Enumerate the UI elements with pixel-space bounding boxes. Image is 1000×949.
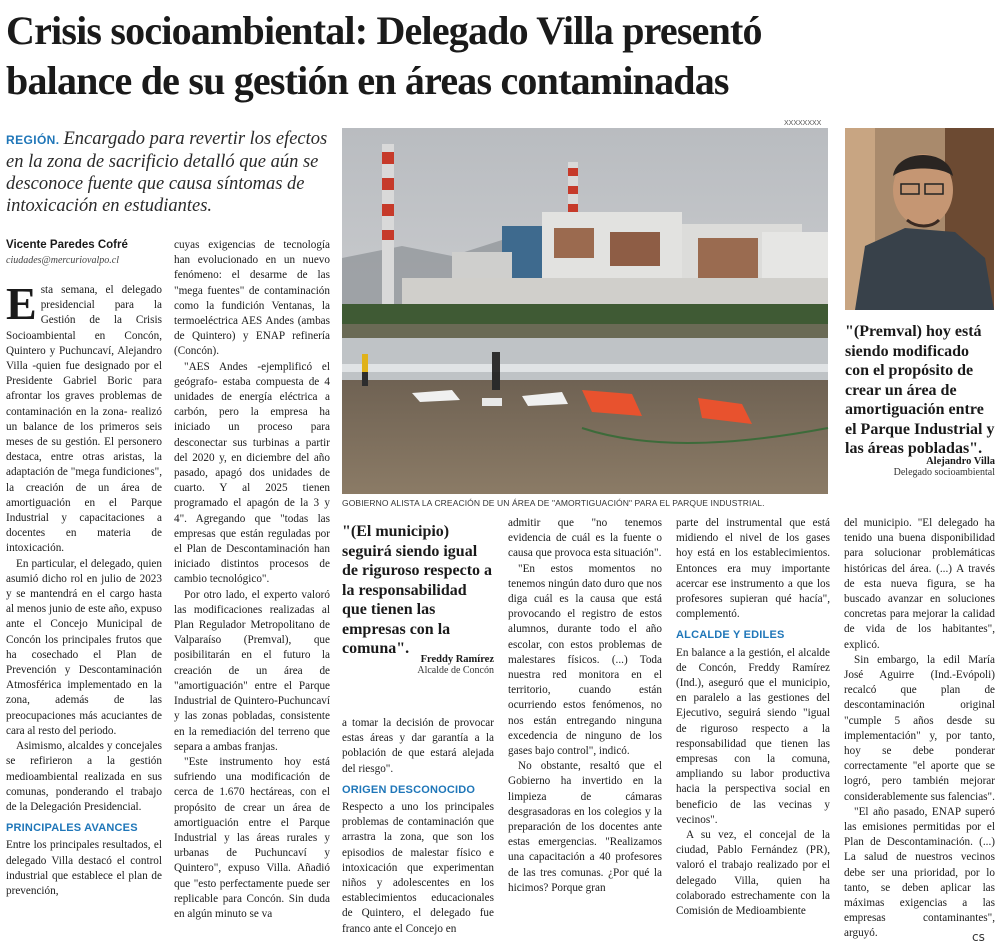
quote-role: Delegado socioambiental	[893, 467, 995, 478]
paragraph: Por otro lado, el experto valoró las modificaciones realizadas al Plan Regulador Metropolitano de Valparaíso (Premval), que posibilitarán en el futuro la creación de un área de "amortiguación" entre el Parque Industrial de Quintero-Puchuncaví y las zonas pobladas, consistente en la remediación del terreno que separa a ambas franjas.	[174, 588, 330, 753]
quote-role: Alcalde de Concón	[417, 665, 494, 676]
portrait-photo	[845, 128, 994, 310]
paragraph: En balance a la gestión, el alcalde de Concón, Freddy Ramírez (Ind.), aseguró que el municipio, en paralelo a las gestiones del Ejecutivo, seguirá siendo "igual de riguroso respecto a la responsabilidad que tienen las empresas con la comuna, ampliando su labor productiva hacia la perspectiva social en beneficio de las vecinas y vecinos".	[676, 646, 830, 826]
paragraph: En particular, el delegado, quien asumió dicho rol en julio de 2023 y se mantendrá en el cargo hasta al menos junio de este año, expuso ante el Concejo Municipal de Concón los principales frutos que ha cosechado el Plan de Prevención y Descontaminación Atmosférica implementado en la zona, además de las preocupaciones más acuciantes de cara al resto del periodo.	[6, 557, 162, 737]
article-column-5	[676, 516, 830, 945]
paragraph: Esta semana, el delegado presidencial para la Gestión de la Crisis Socioambiental en Concón, Quintero y Puchuncaví, Alejandro Villa -quien fue designado por el Presidente Gabriel Boric para afrontar los graves problemas de contaminación en la zona- realizó un balance de los primeros seis meses de su gestión. El personero destaca, entre otras aristas, la adaptación de "mega fundiciones", la creación de un área de amortiguación en el Parque Industrial y capacitaciones a docentes en materia de intoxicación.	[6, 278, 162, 555]
lead-text: Encargado para revertir los efectos en la zona de sacrificio detalló que aún se desconoce fuente que causa síntomas de intoxicación en estudiantes.	[6, 129, 328, 216]
article-column-3	[342, 716, 494, 945]
author-initials: cs	[972, 930, 985, 944]
paragraph: A su vez, el concejal de la ciudad, Pablo Fernández (PR), valoró el trabajo realizado por el delegado Villa, quien ha colaborado estrechamente con la Comisión de Medioambiente	[676, 829, 830, 918]
photo-code: XXXXXXXX	[784, 120, 822, 127]
quote-author: Freddy Ramírez	[420, 654, 494, 665]
pull-quote-ramirez: "(El municipio) seguirá siendo igual de riguroso respecto a la responsabilidad que tienen las empresas con la comuna".	[342, 523, 493, 657]
article-column-2	[174, 238, 330, 945]
subheading-alcalde-y-ediles: ALCALDE Y EDILES	[676, 629, 785, 642]
paragraph: del municipio. "El delegado ha tenido una buena disponibilidad para solucionar problemáticas históricas del área. (...) A través de esta nueva figura, se ha buscado avanzar en soluciones concretas para mejorar la calidad de vida de los habitantes", explicó.	[844, 517, 995, 651]
paragraph: "AES Andes -ejemplificó el geógrafo- estaba compuesta de 4 unidades de energía eléctrica a carbón, pero la empresa ha iniciado un proceso para desconectar sus turbinas a partir del 2020 y, en diciembre del año pasado, apagó dos unidades de cuarto. Y al 2025 tienen programado el apagón de la 3 y 4". Agregando que "todas las empresas que están reguladas por el Plan de Descontaminación han iniciado distintos procesos de cambio tecnológico".	[174, 360, 330, 586]
paragraph: Entre los principales resultados, el delegado Villa destacó el control industrial que establece el plan de prevención,	[6, 839, 162, 897]
photo-caption: GOBIERNO ALISTA LA CREACIÓN DE UN ÁREA DE "AMORTIGUACIÓN" PARA EL PARQUE INDUSTRIAL.	[342, 498, 765, 508]
paragraph: a tomar la decisión de provocar estas áreas y dar garantía a la población de que estará alejada del riesgo".	[342, 717, 494, 775]
subheading-origen-desconocido: ORIGEN DESCONOCIDO	[342, 783, 476, 796]
paragraph: "En estos momentos no tenemos ningún dato duro que nos diga cuál es la causa que está provocando el registro de estos alumnos, durante todo el año escolar, con estos problemas de malestares físicos. (...) Toda nuestra red monitora en el territorio, cuando están ocurriendo estos fenómenos, no nos están entregando ninguna excedencia de ninguno de los gases bajo control", indicó.	[508, 562, 662, 758]
article-column-1	[6, 278, 162, 945]
quote-author: Alejandro Villa	[926, 456, 995, 467]
pull-quote-ramirez-attribution	[342, 654, 494, 676]
article-column-4	[508, 516, 662, 945]
pull-quote-villa-attribution	[845, 456, 995, 478]
paragraph: "Este instrumento hoy está sufriendo una modificación de cerca de 1.670 hectáreas, con el propósito de crear un área de amortiguación entre el Parque Industrial y las áreas rurales y urbanas de Puchuncaví y Quintero", expuso Villa. Añadió que "esto perfectamente puede ser replicable para Concón. Sin duda en algún minuto se va	[174, 755, 330, 920]
paragraph: admitir que "no tenemos evidencia de cuál es la fuente o causa que provoca esta situación".	[508, 517, 662, 560]
subheading-principales-avances: PRINCIPALES AVANCES	[6, 822, 138, 835]
drop-cap: E	[6, 278, 37, 329]
paragraph: Sin embargo, la edil María José Aguirre (Ind.-Evópoli) recalcó que plan de descontaminación original "cumple 5 años desde su implementación" y, por tanto, hoy se debe ponderar correctamente "el aporte que se logró, pero también mejorar considerablemente sus falencias".	[844, 653, 995, 803]
portrait-image	[845, 128, 994, 310]
lead-paragraph	[6, 128, 328, 217]
paragraph: No obstante, resaltó que el Gobierno ha invertido en la limpieza de cámaras desgrasadoras en los colegios y la preparación de los docentes ante estas emergencias. "Realizamos una capacitación a 40 profesores de las tres comunas. ¿Por qué la hicimos? Porque gran	[508, 760, 662, 894]
paragraph: parte del instrumental que está midiendo el nivel de los gases hoy está en los establecimientos. Entonces era muy importante acercar ese instrumento a que los profesores supieran qué hacía", complementó.	[676, 517, 830, 621]
paragraph: cuyas exigencias de tecnología han evolucionado en un nuevo fenómeno: el desarme de las "mega fuentes" de contaminación como la fundición Ventanas, la termoeléctrica AES Andes (ambas de Quintero) y ENAP refinería (Concón).	[174, 239, 330, 358]
paragraph: Asimismo, alcaldes y concejales se refirieron a la gestión medioambiental realizada en sus comunas, ponderando el trabajo de la Delegación Presidencial.	[6, 740, 162, 813]
author-email: ciudades@mercuriovalpo.cl	[6, 255, 119, 266]
headline-line-1: Crisis socioambiental: Delegado Villa presentó	[6, 8, 762, 53]
section-tag: REGIÓN.	[6, 133, 60, 147]
paragraph: Respecto a uno los principales problemas de contaminación que arrastra la zona, que son los episodios de malestar físico e intoxicación que experimentan niños y adolescentes en los establecimientos educacionales de Quintero, el delegado fue franco ante el Concejo en	[342, 801, 494, 935]
paragraph: "El año pasado, ENAP superó las emisiones permitidas por el Plan de Descontaminación. (...) La salud de nuestros vecinos debe ser una prioridad, por lo tanto, se deben aplicar las máximas exigencias a las empresas contaminantes", arguyó.	[844, 805, 995, 940]
byline	[6, 238, 166, 267]
pull-quote-villa: "(Premval) hoy está siendo modificado con el propósito de crear un área de amortiguación entre el Parque Industrial y las áreas pobladas".	[845, 323, 995, 457]
headline-line-2: balance de su gestión en áreas contaminadas	[6, 58, 729, 103]
industrial-beach-photo	[342, 128, 828, 494]
headline	[6, 6, 996, 106]
main-photo	[342, 128, 828, 494]
author-name: Vicente Paredes Cofré	[6, 239, 128, 251]
